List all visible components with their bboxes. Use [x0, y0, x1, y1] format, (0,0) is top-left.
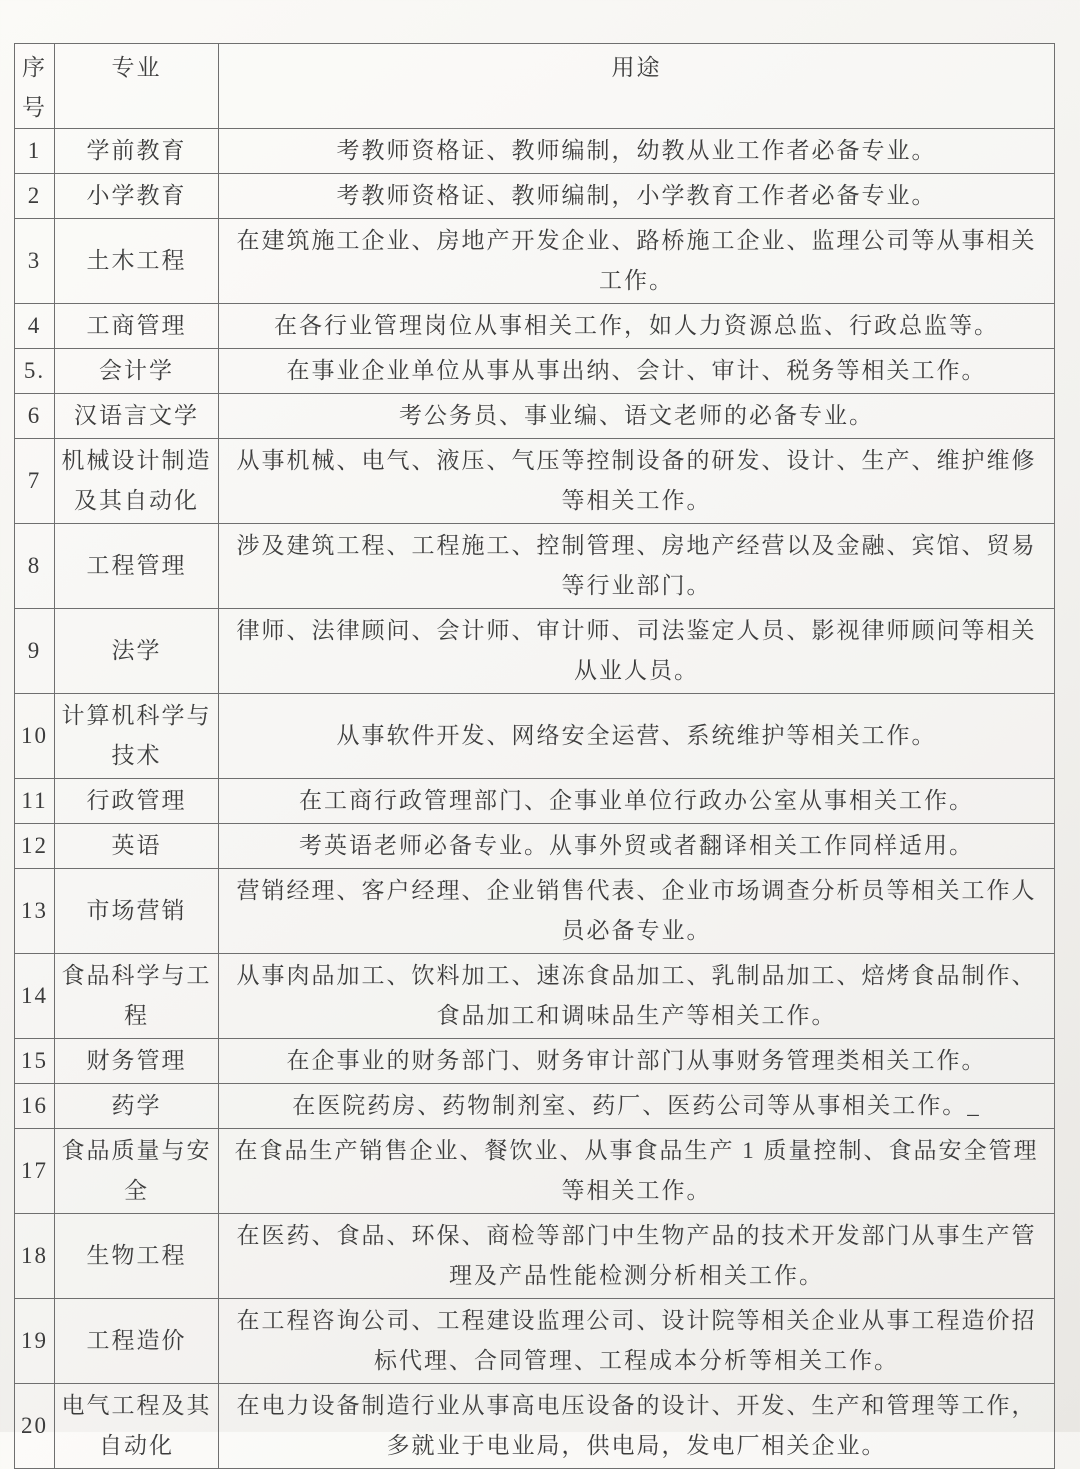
row-use-cell: 从事软件开发、网络安全运营、系统维护等相关工作。	[219, 694, 1055, 779]
table-row	[15, 824, 1055, 869]
table-row	[15, 1214, 1055, 1299]
row-major-cell: 工程造价	[55, 1299, 219, 1384]
table-row	[15, 439, 1055, 524]
row-use-cell: 考教师资格证、教师编制，幼教从业工作者必备专业。	[219, 129, 1055, 174]
header-cell-major: 专业	[55, 44, 219, 129]
row-major-cell: 工程管理	[55, 524, 219, 609]
table-row	[15, 869, 1055, 954]
row-use-cell: 在医院药房、药物制剂室、药厂、医药公司等从事相关工作。_	[219, 1084, 1055, 1129]
row-use-cell: 考英语老师必备专业。从事外贸或者翻译相关工作同样适用。	[219, 824, 1055, 869]
row-use-cell: 营销经理、客户经理、企业销售代表、企业市场调查分析员等相关工作人员必备专业。	[219, 869, 1055, 954]
table-row	[15, 954, 1055, 1039]
row-use-cell: 在企事业的财务部门、财务审计部门从事财务管理类相关工作。	[219, 1039, 1055, 1084]
header-cell-no: 序号	[15, 44, 55, 129]
row-no-cell: 3	[15, 219, 55, 304]
row-major-cell: 学前教育	[55, 129, 219, 174]
row-major-cell: 食品科学与工程	[55, 954, 219, 1039]
row-use-cell: 涉及建筑工程、工程施工、控制管理、房地产经营以及金融、宾馆、贸易等行业部门。	[219, 524, 1055, 609]
row-use-cell: 在工商行政管理部门、企事业单位行政办公室从事相关工作。	[219, 779, 1055, 824]
table-row	[15, 609, 1055, 694]
row-no-cell: 19	[15, 1299, 55, 1384]
row-no-cell: 7	[15, 439, 55, 524]
row-major-cell: 行政管理	[55, 779, 219, 824]
row-major-cell: 机械设计制造及其自动化	[55, 439, 219, 524]
row-major-cell: 电气工程及其自动化	[55, 1384, 219, 1469]
table-row	[15, 1039, 1055, 1084]
row-no-cell: 2	[15, 174, 55, 219]
row-major-cell: 法学	[55, 609, 219, 694]
row-no-cell: 18	[15, 1214, 55, 1299]
table-row	[15, 1384, 1055, 1469]
row-major-cell: 英语	[55, 824, 219, 869]
row-no-cell: 14	[15, 954, 55, 1039]
row-use-cell: 在建筑施工企业、房地产开发企业、路桥施工企业、监理公司等从事相关工作。	[219, 219, 1055, 304]
row-use-cell: 律师、法律顾问、会计师、审计师、司法鉴定人员、影视律师顾问等相关从业人员。	[219, 609, 1055, 694]
table-row	[15, 779, 1055, 824]
row-major-cell: 食品质量与安全	[55, 1129, 219, 1214]
table-row	[15, 304, 1055, 349]
row-use-cell: 考公务员、事业编、语文老师的必备专业。	[219, 394, 1055, 439]
table-row	[15, 1129, 1055, 1214]
row-no-cell: 16	[15, 1084, 55, 1129]
row-use-cell: 在电力设备制造行业从事高电压设备的设计、开发、生产和管理等工作，多就业于电业局，供电局，发电厂相关企业。	[219, 1384, 1055, 1469]
row-major-cell: 财务管理	[55, 1039, 219, 1084]
table-body	[15, 129, 1055, 1469]
row-major-cell: 药学	[55, 1084, 219, 1129]
header-row	[15, 44, 1055, 129]
row-no-cell: 4	[15, 304, 55, 349]
table-row	[15, 1299, 1055, 1384]
row-no-cell: 8	[15, 524, 55, 609]
row-major-cell: 会计学	[55, 349, 219, 394]
row-no-cell: 10	[15, 694, 55, 779]
row-use-cell: 考教师资格证、教师编制，小学教育工作者必备专业。	[219, 174, 1055, 219]
row-no-cell: 11	[15, 779, 55, 824]
row-major-cell: 小学教育	[55, 174, 219, 219]
row-no-cell: 9	[15, 609, 55, 694]
table-row	[15, 1084, 1055, 1129]
row-major-cell: 汉语言文学	[55, 394, 219, 439]
header-cell-use: 用途	[219, 44, 1055, 129]
table-row	[15, 174, 1055, 219]
table-row	[15, 219, 1055, 304]
row-major-cell: 计算机科学与技术	[55, 694, 219, 779]
table-row	[15, 394, 1055, 439]
table-row	[15, 694, 1055, 779]
row-use-cell: 在医药、食品、环保、商检等部门中生物产品的技术开发部门从事生产管理及产品性能检测分析相关工作。	[219, 1214, 1055, 1299]
row-major-cell: 市场营销	[55, 869, 219, 954]
row-no-cell: 20	[15, 1384, 55, 1469]
row-use-cell: 在工程咨询公司、工程建设监理公司、设计院等相关企业从事工程造价招标代理、合同管理、工程成本分析等相关工作。	[219, 1299, 1055, 1384]
row-major-cell: 土木工程	[55, 219, 219, 304]
row-major-cell: 工商管理	[55, 304, 219, 349]
majors-table	[14, 43, 1055, 1469]
row-use-cell: 在食品生产销售企业、餐饮业、从事食品生产 1 质量控制、食品安全管理等相关工作。	[219, 1129, 1055, 1214]
row-no-cell: 17	[15, 1129, 55, 1214]
row-no-cell: 12	[15, 824, 55, 869]
row-no-cell: 13	[15, 869, 55, 954]
row-major-cell: 生物工程	[55, 1214, 219, 1299]
table-row	[15, 129, 1055, 174]
row-no-cell: 5.	[15, 349, 55, 394]
row-use-cell: 在事业企业单位从事从事出纳、会计、审计、税务等相关工作。	[219, 349, 1055, 394]
row-no-cell: 1	[15, 129, 55, 174]
row-use-cell: 从事肉品加工、饮料加工、速冻食品加工、乳制品加工、焙烤食品制作、食品加工和调味品生产等相关工作。	[219, 954, 1055, 1039]
row-use-cell: 从事机械、电气、液压、气压等控制设备的研发、设计、生产、维护维修等相关工作。	[219, 439, 1055, 524]
row-no-cell: 15	[15, 1039, 55, 1084]
row-use-cell: 在各行业管理岗位从事相关工作，如人力资源总监、行政总监等。	[219, 304, 1055, 349]
table-row	[15, 524, 1055, 609]
row-no-cell: 6	[15, 394, 55, 439]
table-row	[15, 349, 1055, 394]
